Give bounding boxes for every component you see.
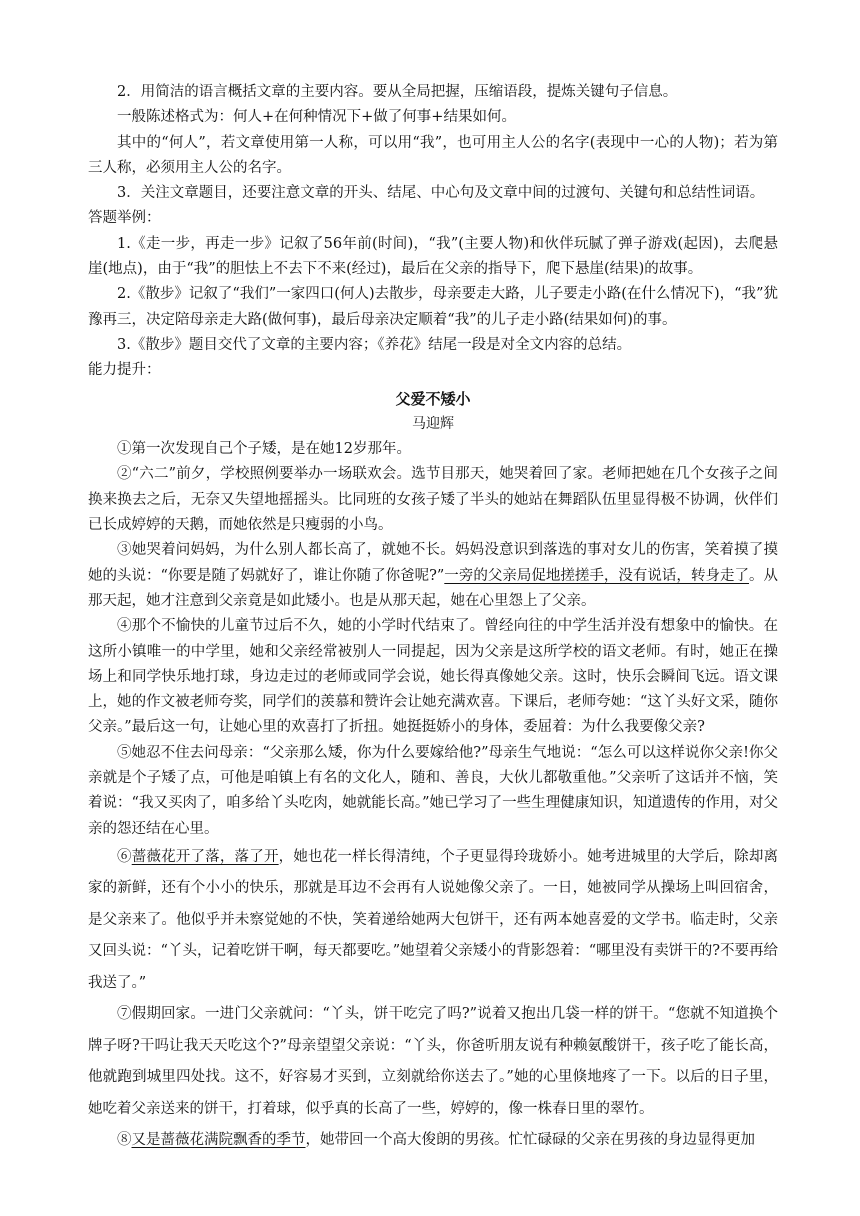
para8-number: ⑧: [117, 1132, 132, 1149]
para6-text: ，她也花一样长得清纯，个子更显得玲珑娇小。她考进城里的大学后，除却离家的新鲜，还有个小小的快乐，那就是耳边不会再有人说她像父亲了。一日，她被同学从操场上叫回宿舍，是父亲来了。他似乎并未察觉她的不快，笑着递给她两大包饼干，还有两本她喜爱的文学书。临走时，父亲又回头说：“丫头，记着吃饼干啊，每天都要吃。”她望着父亲矮小的背影怨着：“哪里没有卖饼干的?不要再给我送了。”: [88, 848, 779, 991]
para6-number: ⑥: [117, 848, 132, 865]
article-author: 马迎辉: [412, 415, 454, 432]
guide-point-3: 3．关注文章题目，还要注意文章的开头、结尾、中心句及文章中间的过渡句、关键句和总结性词语。: [117, 185, 765, 202]
article-paragraph-4: ④那个不愉快的儿童节过后不久，她的小学时代结束了。曾经向往的中学生活并没有想象中的愉快。在这所小镇唯一的中学里，她和父亲经常被别人一同提起，因为父亲是这所学校的语文老师。有时，她正在操场上和同学快乐地打球，身边走过的老师或同学会说，她长得真像她父亲。这时，快乐会瞬间飞远。语文课上，她的作文被老师夸奖，同学们的羡慕和赞许会让她充满欢喜。下课后，老师夸她：“这丫头好文采，随你父亲。”最后这一句，让她心里的欢喜打了折扭。她挺挺娇小的身体，委屈着：为什么我要像父亲?: [88, 618, 778, 736]
ability-label: 能力提升：: [88, 362, 161, 379]
guide-example-3: 3.《散步》题目交代了文章的主要内容；《养花》结尾一段是对全文内容的总结。: [117, 336, 632, 353]
article-paragraph-7: ⑦假期回家。一进门父亲就问：“丫头，饼干吃完了吗?”说着又抱出几袋一样的饼干。“您就不知道换个牌子呀?干吗让我天天吃这个?”母亲望望父亲说：“丫头，你爸听朋友说有种赖氨酸饼干，孩子吃了能长高，他就跑到城里四处找。这不，好容易才买到，立刻就给你送去了。”她的心里倏地疼了一下。以后的日子里，她吃着父亲送来的饼干，打着球，似乎真的长高了一些，婷婷的，像一株春日里的翠竹。: [88, 1006, 778, 1117]
para3-text-a: ③她哭着问妈妈，为什么别人都长高了，就她不长。妈妈没意识到落选的事对女儿的伤害，笑着摸了摸她的头说：“你要是随了妈就好了，谁让你随了你爸呢?”: [88, 542, 778, 584]
guide-example-2: 2.《散步》记叙了“我们”一家四口(何人)去散步，母亲要走大路，儿子要走小路(在什么情况下)，“我”犹豫再三，决定陪母亲走大路(做何事)，最后母亲决定顺着“我”的儿子走小路(结果如何)的事。: [88, 286, 778, 328]
article-paragraph-8: [88, 1125, 778, 1157]
guide-point-2: 2．用简洁的语言概括文章的主要内容。要从全局把握，压缩语段，提炼关键句子信息。: [117, 84, 678, 100]
para8-underlined: 又是蔷薇花满院飘香的季节: [131, 1132, 306, 1149]
guide-example-1: 1.《走一步，再走一步》记叙了56年前(时间)，“我”(主要人物)和伙伴玩腻了弹子游戏(起因)，去爬悬崖(地点)，由于“我”的胆怯上不去下不来(经过)，最后在父亲的指导下，爬下悬崖(结果)的故事。: [88, 235, 778, 278]
document-page: [88, 80, 778, 1157]
para3-text-b: 。从那天起，她才注意到父亲竟是如此矮小。也是从那天起，她在心里怨上了父亲。: [88, 567, 778, 609]
guide-format: 一般陈述格式为：何人+在何种情况下+做了何事+结果如何。: [117, 109, 516, 126]
article-paragraph-6: [88, 842, 778, 1000]
article-paragraph-3: [88, 538, 778, 614]
article-paragraph-5: ⑤她忍不住去问母亲：“父亲那么矮，你为什么要嫁给他?”母亲生气地说：“怎么可以这样说你父亲!你父亲就是个子矮了点，可他是咱镇上有名的文化人，随和、善良，大伙儿都敬重他。”父亲听了这话并不恼，笑着说：“我又买肉了，咱多给丫头吃肉，她就能长高。”她已学习了一些生理健康知识，知道遗传的作用，对父亲的怨还结在心里。: [88, 744, 778, 837]
para8-text: ，她带回一个高大俊朗的男孩。忙忙碌碌的父亲在男孩的身边显得更加: [305, 1132, 755, 1149]
guide-examples-label: 答题举例：: [88, 210, 161, 227]
article-paragraph-2: ②“六二”前夕，学校照例要举办一场联欢会。选节目那天，她哭着回了家。老师把她在几个女孩子之间换来换去之后，无奈又失望地摇摇头。比同班的女孩子矮了半头的她站在舞蹈队伍里显得极不协调，伙伴们已长成婷婷的天鹅，而她依然是只瘦弱的小鸟。: [88, 466, 778, 534]
article-title: 父爱不矮小: [395, 389, 471, 408]
guide-who-explanation: 其中的“何人”，若文章使用第一人称，可以用“我”，也可用主人公的名字(表现中一心的人物)；若为第三人称，必须用主人公的名字。: [88, 134, 778, 176]
article-paragraph-1: ①第一次发现自己个子矮，是在她12岁那年。: [117, 441, 411, 458]
para3-underlined: 一旁的父亲局促地搓搓手，没有说话，转身走了: [444, 567, 749, 584]
para6-underlined: 蔷薇花开了落，落了开: [131, 848, 279, 865]
